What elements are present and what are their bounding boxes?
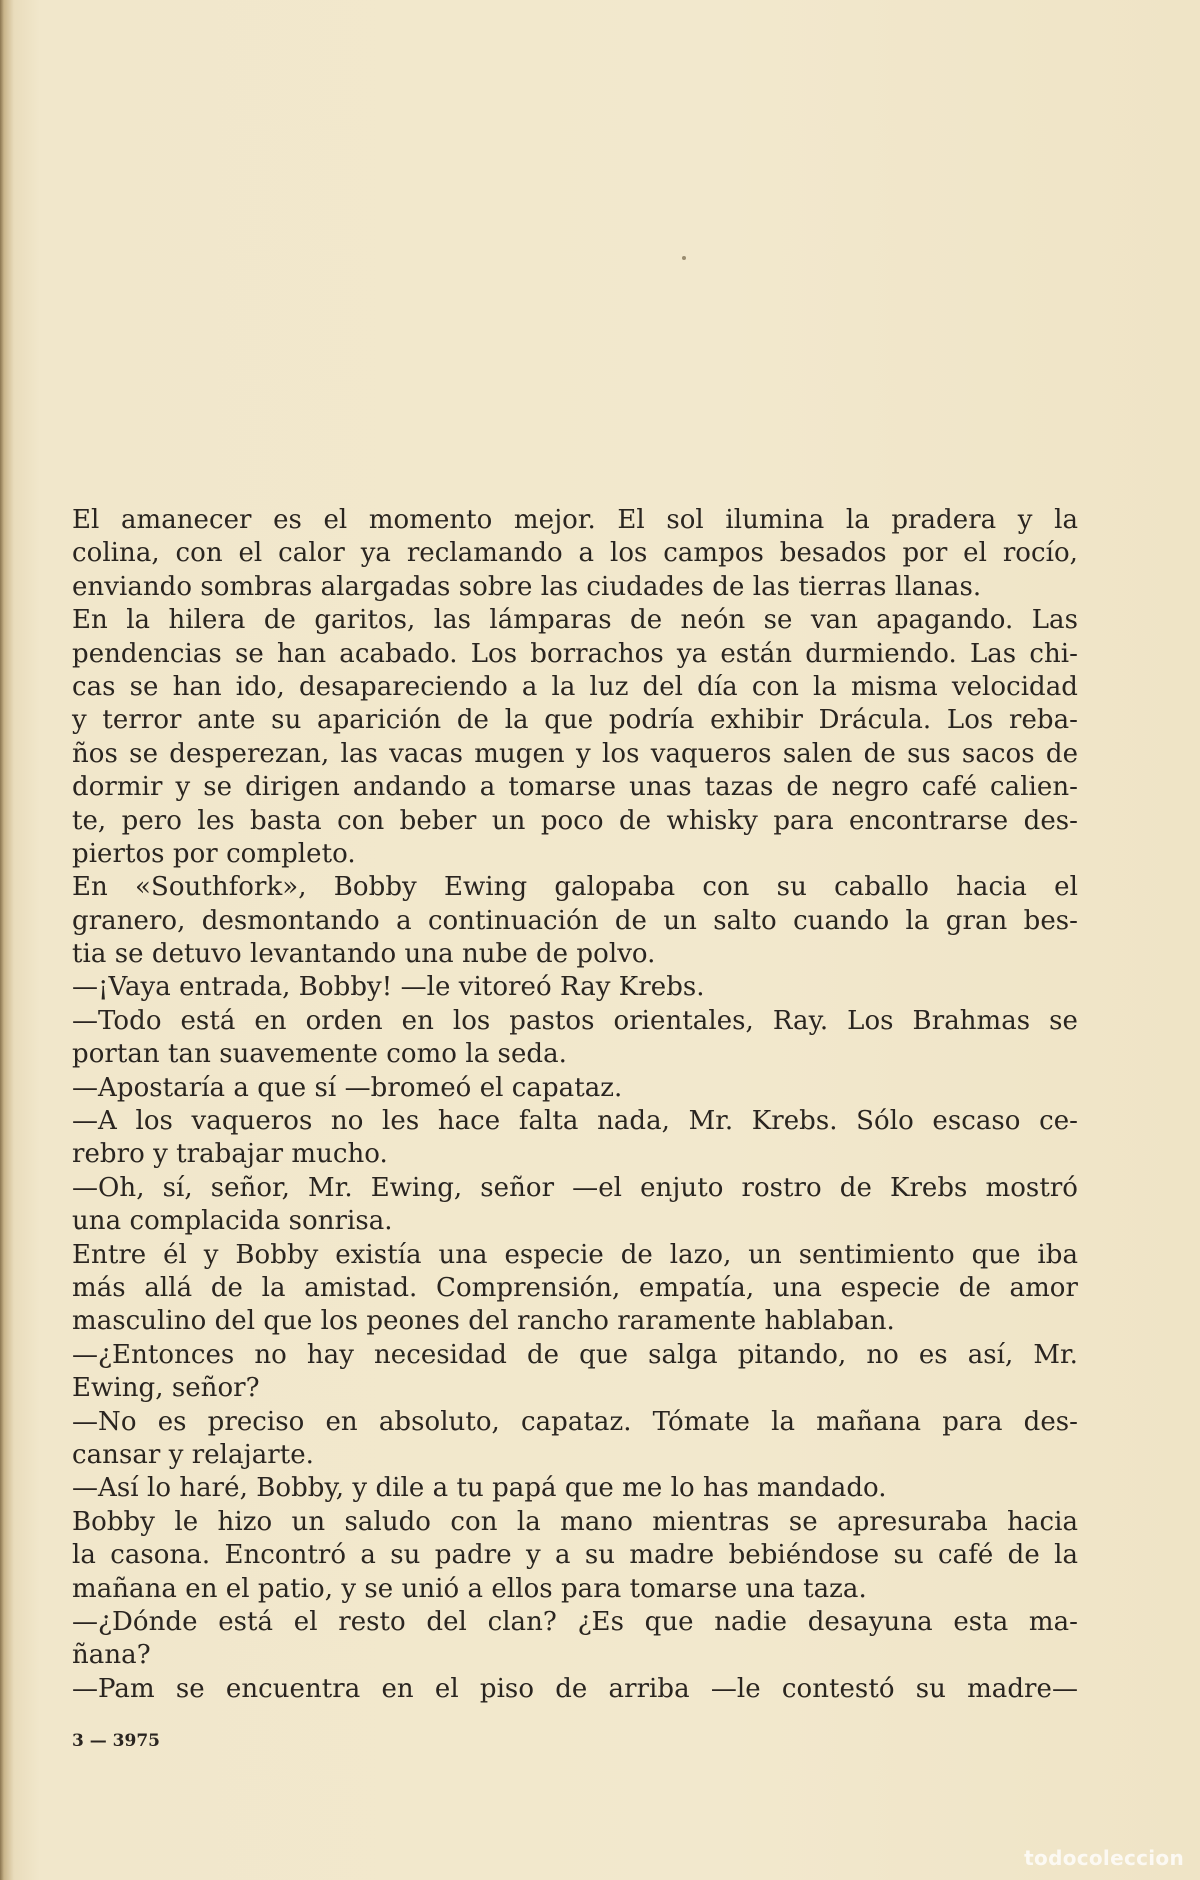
text-line: —¿Entonces no hay necesidad de que salga pitando, no es así, Mr. [72, 1339, 1078, 1370]
text-line: granero, desmontando a continuación de un salto cuando la gran bes- [72, 905, 1078, 936]
text-line: ñana? [72, 1640, 151, 1671]
text-line: —Apostaría a que sí —bromeó el capataz. [72, 1072, 623, 1103]
text-line: portan tan suavemente como la seda. [72, 1039, 567, 1070]
body-text [72, 504, 1078, 1706]
text-line: En «Southfork», Bobby Ewing galopaba con su caballo hacia el [72, 872, 1078, 903]
text-line: enviando sombras alargadas sobre las ciudades de las tierras llanas. [72, 571, 982, 602]
text-line: cas se han ido, desapareciendo a la luz del día con la misma velocidad [72, 671, 1078, 702]
text-line: te, pero les basta con beber un poco de whisky para encontrarse des- [72, 805, 1078, 836]
text-line: piertos por completo. [72, 838, 356, 869]
text-line: cansar y relajarte. [72, 1439, 314, 1470]
text-line: Bobby le hizo un saludo con la mano mientras se apresuraba hacia [72, 1506, 1078, 1537]
text-line: —No es preciso en absoluto, capataz. Tómate la mañana para des- [72, 1406, 1078, 1437]
text-line: —Todo está en orden en los pastos orientales, Ray. Los Brahmas se [72, 1005, 1078, 1036]
text-line: —Así lo haré, Bobby, y dile a tu papá que me lo has mandado. [72, 1473, 887, 1504]
text-line: Ewing, señor? [72, 1373, 260, 1404]
text-line: dormir y se dirigen andando a tomarse unas tazas de negro café calien- [72, 772, 1078, 803]
text-line: la casona. Encontró a su padre y a su madre bebiéndose su café de la [72, 1540, 1078, 1571]
text-line: ños se desperezan, las vacas mugen y los vaqueros salen de sus sacos de [72, 738, 1078, 769]
text-line: una complacida sonrisa. [72, 1206, 393, 1237]
text-line: mañana en el patio, y se unió a ellos para tomarse una taza. [72, 1573, 867, 1604]
text-line: más allá de la amistad. Comprensión, empatía, una especie de amor [72, 1272, 1078, 1303]
text-line: —¿Dónde está el resto del clan? ¿Es que nadie desayuna esta ma- [72, 1606, 1078, 1637]
text-line: pendencias se han acabado. Los borrachos ya están durmiendo. Las chi- [72, 638, 1078, 669]
text-line: El amanecer es el momento mejor. El sol ilumina la pradera y la [72, 505, 1078, 535]
text-line: En la hilera de garitos, las lámparas de neón se van apagando. Las [72, 605, 1078, 636]
text-line: tia se detuvo levantando una nube de polvo. [72, 939, 656, 970]
printer-signature: 3 — 3975 [72, 1731, 160, 1751]
text-line: —Oh, sí, señor, Mr. Ewing, señor —el enjuto rostro de Krebs mostró [72, 1172, 1078, 1203]
watermark-logo: todocoleccion [1024, 1846, 1184, 1870]
paper-speck [682, 256, 686, 260]
text-line: colina, con el calor ya reclamando a los campos besados por el rocío, [72, 538, 1078, 569]
text-line: Entre él y Bobby existía una especie de lazo, un sentimiento que iba [72, 1239, 1078, 1270]
text-line: rebro y trabajar mucho. [72, 1139, 388, 1170]
text-line: —A los vaqueros no les hace falta nada, Mr. Krebs. Sólo escaso ce- [72, 1106, 1078, 1137]
text-line: masculino del que los peones del rancho raramente hablaban. [72, 1306, 895, 1337]
text-line: —Pam se encuentra en el piso de arriba —le contestó su madre— [72, 1673, 1078, 1704]
text-line: —¡Vaya entrada, Bobby! —le vitoreó Ray Krebs. [72, 972, 705, 1003]
text-line: y terror ante su aparición de la que podría exhibir Drácula. Los reba- [72, 705, 1078, 736]
